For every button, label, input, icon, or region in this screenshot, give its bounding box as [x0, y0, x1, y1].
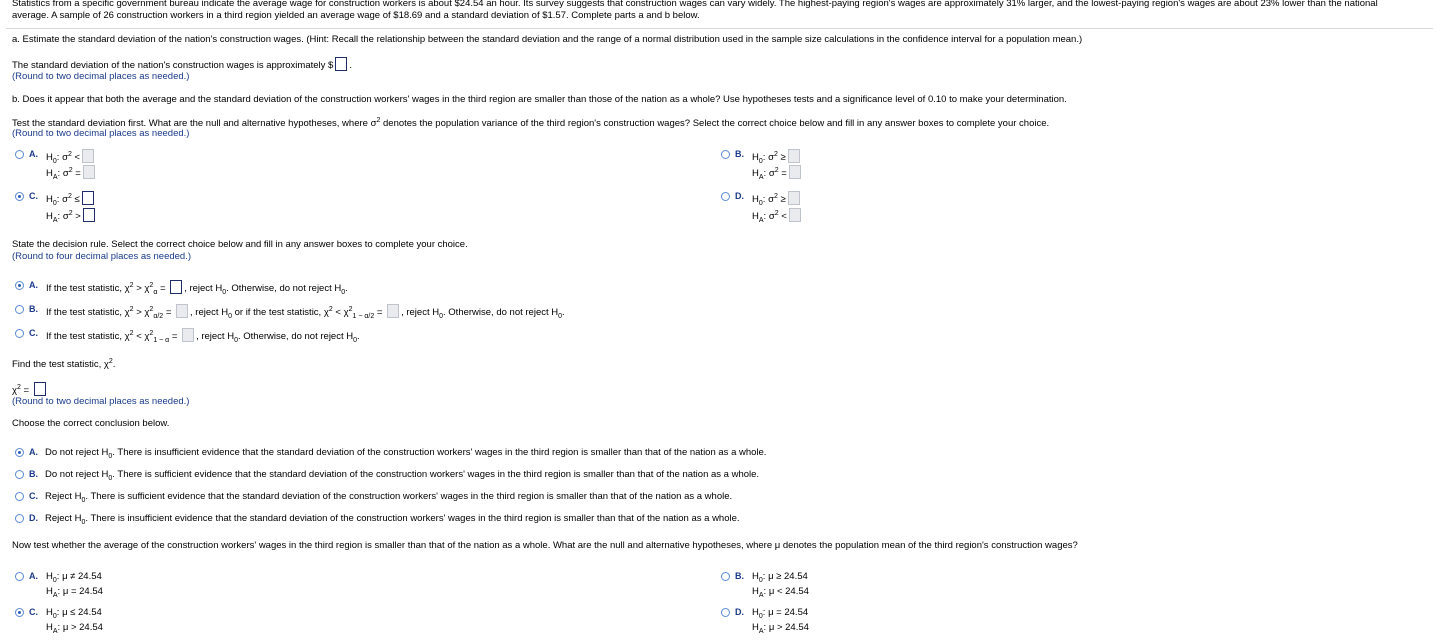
conclusion-option-b-radio[interactable]	[15, 470, 24, 479]
symbol-text: σ	[768, 152, 774, 164]
symbol-text: A	[52, 174, 58, 182]
symbol-text: >	[133, 307, 145, 319]
symbol-text: , reject	[401, 307, 433, 319]
variance-c-h0-input[interactable]	[82, 191, 94, 205]
mean-option-d-radio[interactable]	[721, 608, 730, 617]
symbol-text: 1 − α	[153, 337, 170, 345]
conclusion-option-d-radio[interactable]	[15, 514, 24, 523]
test-stat-answer	[12, 382, 48, 396]
symbol-text: H	[752, 194, 759, 206]
symbol-text: :	[763, 211, 769, 223]
conclusion-option-c-text	[45, 489, 732, 508]
symbol-text: 2	[149, 330, 154, 337]
symbol-text: , reject	[184, 283, 216, 295]
symbol-text: σ	[768, 211, 775, 223]
symbol-text: 0	[81, 496, 86, 504]
std-dev-input[interactable]	[335, 57, 347, 71]
variance-prompt-post: denotes the population variance of the third region's construction wages? Select the correct choice below and fill in any answer boxes to complete your choice.	[380, 118, 1050, 130]
symbol-text: H	[46, 607, 53, 618]
symbol-text: 2	[773, 151, 778, 158]
symbol-text: . There is insufficient evidence that the standard deviation of the construction workers' wages in the third region is smaller than that of the nation as a whole.	[112, 447, 767, 458]
symbol-text: 2	[328, 306, 333, 313]
symbol-text: Do not reject	[45, 469, 102, 480]
symbol-text: H	[752, 586, 759, 597]
symbol-text: 2	[774, 210, 779, 217]
decision-option-a-letter: A.	[29, 280, 38, 290]
conclusion-option-c-letter: C.	[29, 491, 38, 501]
variance-option-b-radio[interactable]	[721, 150, 730, 159]
symbol-text: . There is insufficient evidence that the standard deviation of the construction workers' wages in the third region is smaller than that of the nation as a whole.	[85, 513, 740, 524]
variance-option-a-ha	[46, 163, 97, 185]
part-a-answer-line	[12, 57, 352, 71]
symbol-text: :	[762, 607, 769, 618]
variance-option-c-letter: C.	[29, 191, 38, 201]
symbol-text: =	[374, 307, 386, 319]
symbol-text: A	[758, 217, 764, 225]
symbol-text: H	[46, 152, 53, 164]
symbol-text: :	[56, 152, 63, 164]
symbol-text: 0	[758, 158, 763, 166]
symbol-text: If the test statistic,	[46, 307, 125, 319]
symbol-text: . Otherwise, do not reject	[238, 331, 347, 343]
symbol-text: or if the test statistic,	[231, 307, 324, 319]
problem-intro	[12, 0, 1378, 22]
symbol-text: 0	[222, 289, 227, 297]
symbol-text: H	[221, 307, 229, 319]
part-a-question: a. Estimate the standard deviation of the nation's construction wages. (Hint: Recall the relationship between the standard deviation and the range of a normal distribution used in the sample size calculations in the confidence interval for a population mean.)	[12, 34, 1083, 45]
variance-d-ha-input[interactable]	[789, 208, 801, 222]
symbol-text: 0	[439, 313, 444, 321]
symbol-text: 2	[149, 306, 154, 313]
decision-option-b-letter: B.	[29, 304, 38, 314]
symbol-text: 0	[228, 313, 232, 321]
symbol-text: 0	[353, 337, 358, 345]
symbol-text: A	[758, 174, 764, 182]
symbol-text: :	[56, 194, 63, 206]
symbol-text: =	[157, 283, 169, 295]
symbol-text: 0	[52, 158, 57, 166]
symbol-text: . Otherwise, do not reject	[226, 283, 335, 295]
symbol-text: χ	[144, 331, 150, 343]
symbol-text: σ	[768, 168, 775, 180]
intro-line-1: Statistics from a specific government bureau indicate the average wage for construction workers is about $24.54 an hour. Its survey suggests that construction wages can vary widely. The highest-paying region's wages are approximately 31% larger, and the lowest-paying region's wages are about 23% lower than the national	[12, 0, 1378, 9]
part-a-round-note: (Round to two decimal places as needed.)	[12, 71, 190, 82]
symbol-text: 1 − α/2	[352, 313, 375, 321]
symbol-text: 2	[129, 306, 134, 313]
symbol-text: χ	[103, 359, 109, 371]
symbol-text: :	[762, 152, 769, 164]
symbol-text: μ ≤ 24.54	[62, 607, 102, 618]
symbol-text: 0	[108, 452, 113, 460]
symbol-text: H	[46, 571, 53, 582]
symbol-text: 0	[341, 289, 346, 297]
symbol-text: ≥	[780, 152, 786, 164]
decision-option-a-radio[interactable]	[15, 281, 24, 290]
symbol-text: :	[762, 571, 769, 582]
decision-c-critical-input[interactable]	[182, 328, 194, 342]
symbol-text: χ	[12, 385, 17, 396]
decision-b-lower-input[interactable]	[387, 304, 399, 318]
symbol-text: 2	[17, 383, 21, 391]
symbol-text: H	[46, 194, 53, 206]
symbol-text: =	[781, 168, 787, 180]
conclusion-option-a-radio[interactable]	[15, 448, 24, 457]
divider	[6, 28, 1433, 29]
variance-option-b-ha	[752, 163, 803, 185]
symbol-text: :	[57, 586, 63, 597]
decision-option-c-letter: C.	[29, 328, 38, 338]
variance-c-ha-input[interactable]	[83, 208, 95, 222]
symbol-text: μ > 24.54	[62, 622, 103, 633]
symbol-text: <	[133, 331, 145, 343]
symbol-text: H	[227, 331, 235, 343]
part-a-answer-prefix: The standard deviation of the nation's construction wages is approximately $	[12, 60, 334, 71]
symbol-text: H	[752, 607, 759, 618]
symbol-text: A	[52, 217, 58, 225]
squared: 2	[376, 117, 381, 124]
conclusion-option-b-text	[45, 467, 759, 486]
sigma-symbol: σ	[370, 118, 377, 130]
test-stat-prompt: Find the test statistic, $\chi^2$.	[12, 358, 116, 371]
variance-option-c-ha	[46, 206, 97, 228]
symbol-text: H	[101, 447, 109, 458]
mean-option-d-letter: D.	[735, 607, 744, 617]
symbol-text: A	[758, 591, 764, 599]
symbol-text: >	[75, 211, 81, 223]
symbol-text: If the test statistic,	[46, 283, 125, 295]
symbol-text: μ ≠ 24.54	[62, 571, 102, 582]
conclusion-option-c-radio[interactable]	[15, 492, 24, 501]
symbol-text: χ	[124, 331, 130, 343]
mean-option-b-radio[interactable]	[721, 572, 730, 581]
symbol-text: H	[432, 307, 440, 319]
symbol-text: σ	[62, 152, 68, 164]
symbol-text: 2	[129, 330, 134, 337]
symbol-text: 2	[67, 193, 72, 200]
symbol-text: μ > 24.54	[768, 622, 809, 633]
symbol-text: 0	[81, 518, 86, 526]
symbol-text: 2	[348, 306, 353, 313]
symbol-text: A	[52, 627, 58, 635]
symbol-text: 2	[108, 358, 113, 365]
mean-prompt: Now test whether the average of the construction workers' wages in the third region is smaller than that of the nation as a whole. What are the null and alternative hypotheses, where μ denotes the population mean of the third region's construction wages?	[12, 540, 1078, 551]
symbol-text: :	[56, 571, 63, 582]
conclusion-option-d-text	[45, 511, 740, 530]
mean-option-a-radio[interactable]	[15, 572, 24, 581]
symbol-text: χ	[343, 307, 349, 319]
symbol-text: H	[752, 152, 759, 164]
symbol-text: H	[46, 168, 53, 180]
symbol-text: :	[762, 194, 769, 206]
variance-d-h0-input[interactable]	[788, 191, 800, 205]
symbol-text: <	[332, 307, 344, 319]
variance-a-ha-input[interactable]	[83, 165, 95, 179]
conclusion-option-a-letter: A.	[29, 447, 38, 457]
symbol-text: 0	[52, 612, 57, 620]
symbol-text: ≤	[74, 194, 80, 206]
symbol-text: =	[169, 331, 181, 343]
symbol-text: A	[758, 627, 764, 635]
variance-option-d-letter: D.	[735, 191, 744, 201]
variance-option-b-letter: B.	[735, 149, 744, 159]
symbol-text: <	[74, 152, 81, 164]
symbol-text: H	[46, 586, 53, 597]
symbol-text: χ	[144, 283, 150, 295]
symbol-text: H	[101, 469, 109, 480]
symbol-text: >	[133, 283, 145, 295]
symbol-text: :	[763, 168, 769, 180]
decision-a-critical-input[interactable]	[170, 280, 182, 294]
symbol-text: 0	[758, 200, 763, 208]
symbol-text: 0	[52, 576, 57, 584]
symbol-text: H	[215, 283, 223, 295]
part-a-answer-suffix: .	[349, 60, 352, 71]
symbol-text: :	[763, 622, 769, 633]
test-stat-round-note: (Round to two decimal places as needed.)	[12, 396, 190, 407]
symbol-text: H	[334, 283, 342, 295]
symbol-text: H	[46, 622, 53, 633]
mean-option-c-ha	[46, 620, 103, 639]
symbol-text: α	[153, 289, 158, 297]
symbol-text: α/2	[153, 313, 164, 321]
symbol-text: μ = 24.54	[62, 586, 103, 597]
symbol-text: Find the test statistic,	[12, 359, 104, 371]
symbol-text: 2	[149, 282, 154, 289]
conclusion-prompt: Choose the correct conclusion below.	[12, 418, 170, 429]
symbol-text: H	[752, 168, 759, 180]
symbol-text: 0	[758, 576, 763, 584]
symbol-text: Do not reject	[45, 447, 102, 458]
variance-option-d-radio[interactable]	[721, 192, 730, 201]
symbol-text: μ ≥ 24.54	[768, 571, 808, 582]
symbol-text: χ	[323, 307, 329, 319]
mean-option-a-letter: A.	[29, 571, 38, 581]
symbol-text: H	[752, 622, 759, 633]
symbol-text: 2	[129, 282, 134, 289]
variance-prompt-pre: Test the standard deviation first. What are the null and alternative hypotheses, where	[12, 118, 371, 130]
symbol-text: 2	[67, 151, 72, 158]
symbol-text: 2	[68, 167, 73, 174]
decision-option-c-radio[interactable]	[15, 329, 24, 338]
test-stat-input[interactable]	[34, 382, 46, 396]
symbol-text: 0	[234, 337, 238, 345]
decision-round-note: (Round to four decimal places as needed.)	[12, 251, 192, 262]
variance-a-h0-input[interactable]	[82, 149, 94, 163]
symbol-text: . There is sufficient evidence that the standard deviation of the construction workers' wages in the third region is smaller than that of the nation as a whole.	[112, 469, 760, 480]
symbol-text: σ	[62, 211, 69, 223]
symbol-text: χ	[144, 307, 150, 319]
mean-option-b-letter: B.	[735, 571, 744, 581]
mean-option-c-letter: C.	[29, 607, 38, 617]
symbol-text: χ	[124, 307, 130, 319]
symbol-text: =	[163, 307, 175, 319]
symbol-text: H	[752, 211, 759, 223]
mean-option-a-ha	[46, 584, 103, 603]
decision-option-a-text: If the test statistic, $\chi^2 > \chi^2_\alpha$ = , reject $H_0$. Otherwise, do not reject $H_0$.	[46, 282, 348, 297]
conclusion-option-b-letter: B.	[29, 469, 38, 479]
symbol-text: H	[74, 491, 82, 502]
symbol-text: σ	[768, 194, 774, 206]
variance-b-h0-input[interactable]	[788, 149, 800, 163]
variance-option-a-radio[interactable]	[15, 150, 24, 159]
part-b-question: b. Does it appear that both the average and the standard deviation of the construction workers' wages in the third region are smaller than those of the nation as a whole? Use hypotheses tests and a significance level of 0.10 to make your determination.	[12, 94, 1067, 105]
symbol-text: H	[752, 571, 759, 582]
symbol-text: 2	[68, 210, 73, 217]
symbol-text: μ = 24.54	[768, 607, 809, 618]
variance-round-note: (Round to two decimal places as needed.)	[12, 128, 190, 139]
symbol-text: H	[551, 307, 559, 319]
symbol-text: Reject	[45, 513, 75, 524]
variance-option-a-letter: A.	[29, 149, 38, 159]
symbol-text: 0	[52, 200, 57, 208]
symbol-text: =	[20, 385, 32, 396]
conclusion-option-d-letter: D.	[29, 513, 38, 523]
decision-prompt: State the decision rule. Select the correct choice below and fill in any answer boxes to complete your choice.	[12, 239, 468, 250]
symbol-text: χ	[124, 283, 130, 295]
symbol-text: :	[56, 607, 63, 618]
symbol-text: H	[346, 331, 354, 343]
variance-option-c-radio[interactable]	[15, 192, 24, 201]
decision-option-b-text: If the test statistic, $\chi^2 > \chi^2_{\alpha/2}$ = , reject $H_0$ or if the test statistic, $\chi^2 < \chi^2_{1 - \alpha/2}$ = , reject $H_0$. Otherwise, do not reject $H_0$.	[46, 306, 565, 321]
mean-option-c-radio[interactable]	[15, 608, 24, 617]
decision-option-c-text: If the test statistic, $\chi^2 < \chi^2_{1 - \alpha}$ = , reject $H_0$. Otherwise, do not reject $H_0$.	[46, 330, 360, 345]
symbol-text: σ	[62, 168, 69, 180]
symbol-text: :	[57, 622, 63, 633]
symbol-text: 2	[773, 193, 778, 200]
variance-b-ha-input[interactable]	[789, 165, 801, 179]
symbol-text: =	[75, 168, 81, 180]
symbol-text: σ	[62, 194, 68, 206]
variance-option-d-ha	[752, 206, 803, 228]
symbol-text: Reject	[45, 491, 75, 502]
symbol-text: 0	[108, 474, 113, 482]
symbol-text: μ < 24.54	[768, 586, 809, 597]
symbol-text: H	[46, 211, 53, 223]
mean-option-b-ha	[752, 584, 809, 603]
symbol-text: , reject	[196, 331, 228, 343]
symbol-text: ≥	[780, 194, 786, 206]
symbol-text: If the test statistic,	[46, 331, 125, 343]
symbol-text: 2	[774, 167, 779, 174]
mean-option-d-ha	[752, 620, 809, 639]
symbol-text: A	[52, 591, 58, 599]
decision-b-upper-input[interactable]	[176, 304, 188, 318]
conclusion-option-a-text	[45, 445, 766, 464]
decision-option-b-radio[interactable]	[15, 305, 24, 314]
symbol-text: :	[57, 168, 63, 180]
symbol-text: 0	[558, 313, 563, 321]
symbol-text: , reject	[190, 307, 222, 319]
symbol-text: :	[57, 211, 63, 223]
symbol-text: . There is sufficient evidence that the standard deviation of the construction workers' wages in the third region is smaller than that of the nation as a whole.	[85, 491, 733, 502]
symbol-text: 0	[758, 612, 763, 620]
intro-line-2: average. A sample of 26 construction workers in a third region yielded an average wage of $18.69 and a standard deviation of $1.57. Complete parts a and b below.	[12, 10, 700, 21]
symbol-text: :	[763, 586, 769, 597]
symbol-text: H	[74, 513, 82, 524]
symbol-text: <	[781, 211, 787, 223]
symbol-text: . Otherwise, do not reject	[443, 307, 552, 319]
